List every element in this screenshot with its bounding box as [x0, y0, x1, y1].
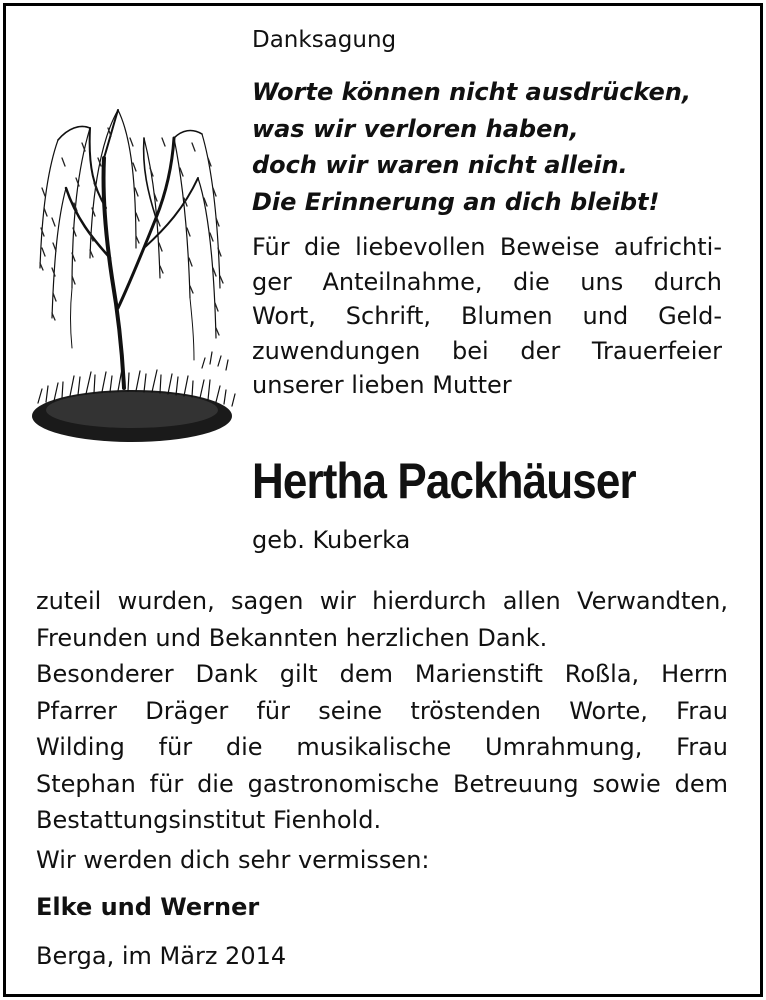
body-line: Pfarrer Dräger für seine tröstenden Worte, Frau	[36, 696, 728, 725]
motto-line: Worte können nicht ausdrücken,	[252, 78, 692, 106]
intro-line: unserer lieben Mutter	[252, 371, 512, 399]
closing-line: Wir werden dich sehr vermissen:	[36, 846, 430, 874]
intro-line: ger Anteilnahme, die uns durch	[252, 267, 722, 296]
motto-line: doch wir waren nicht allein.	[252, 151, 628, 179]
body-line: Besonderer Dank gilt dem Marienstift Roßla, Herrn	[36, 660, 728, 688]
body-line: zuteil wurden, sagen wir hierdurch allen Verwandten,	[36, 587, 728, 615]
heading-danksagung: Danksagung	[252, 27, 397, 53]
intro-line: Für die liebevollen Beweise aufrichti-	[252, 233, 722, 261]
place-date: Berga, im März 2014	[36, 942, 287, 970]
body-paragraph	[36, 583, 728, 839]
body-line: Wilding für die musikalische Umrahmung, Frau	[36, 733, 728, 761]
motto-verse	[252, 74, 691, 220]
motto-line: was wir verloren haben,	[252, 114, 579, 143]
body-line: Bestattungsinstitut Fienhold.	[36, 806, 382, 834]
motto-line: Die Erinnerung an dich bleibt!	[252, 187, 660, 216]
deceased-name: Hertha Packhäuser	[252, 453, 636, 509]
intro-line: zuwendungen bei der Trauerfeier	[252, 336, 722, 365]
weeping-willow-icon	[32, 98, 242, 468]
intro-paragraph	[252, 230, 722, 403]
body-line: Stephan für die gastronomische Betreuung sowie dem	[36, 769, 728, 798]
birth-name: geb. Kuberka	[252, 526, 411, 554]
body-line: Freunden und Bekannten herzlichen Dank.	[36, 623, 548, 652]
signature: Elke und Werner	[36, 893, 260, 921]
intro-line: Wort, Schrift, Blumen und Geld-	[252, 302, 722, 330]
